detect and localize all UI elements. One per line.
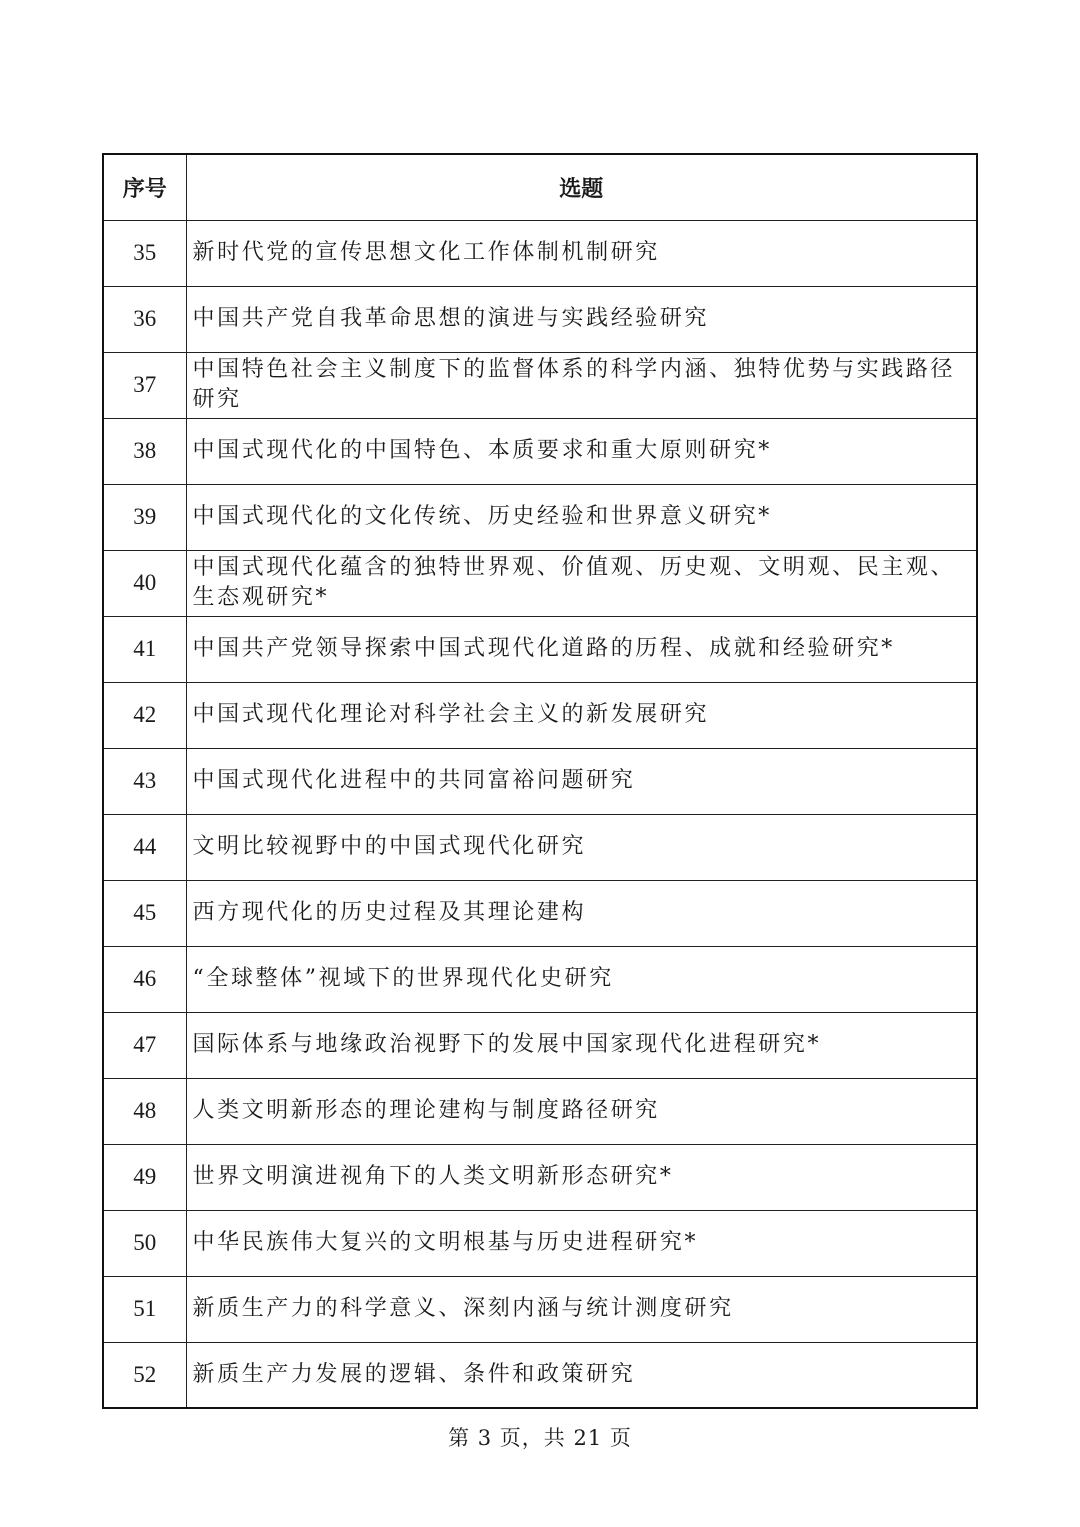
row-title: “全球整体”视域下的世界现代化史研究 xyxy=(186,946,977,1012)
row-title: 世界文明演进视角下的人类文明新形态研究* xyxy=(186,1144,977,1210)
table-header xyxy=(103,154,977,220)
row-title: 中华民族伟大复兴的文明根基与历史进程研究* xyxy=(186,1210,977,1276)
row-title: 中国式现代化的中国特色、本质要求和重大原则研究* xyxy=(186,418,977,484)
row-title: 中国共产党自我革命思想的演进与实践经验研究 xyxy=(186,286,977,352)
row-number: 52 xyxy=(103,1342,186,1408)
table-row xyxy=(103,880,977,946)
row-title: 新时代党的宣传思想文化工作体制机制研究 xyxy=(186,220,977,286)
row-number: 36 xyxy=(103,286,186,352)
table-row xyxy=(103,616,977,682)
table-row xyxy=(103,814,977,880)
table-row xyxy=(103,352,977,418)
row-number: 35 xyxy=(103,220,186,286)
row-number: 40 xyxy=(103,550,186,616)
row-title: 人类文明新形态的理论建构与制度路径研究 xyxy=(186,1078,977,1144)
row-title: 西方现代化的历史过程及其理论建构 xyxy=(186,880,977,946)
row-title: 中国特色社会主义制度下的监督体系的科学内涵、独特优势与实践路径研究 xyxy=(186,352,977,418)
table-row xyxy=(103,1342,977,1408)
column-header-number: 序号 xyxy=(103,154,186,220)
table-row xyxy=(103,1276,977,1342)
table-row xyxy=(103,220,977,286)
column-header-title: 选题 xyxy=(186,154,977,220)
table-row xyxy=(103,946,977,1012)
row-number: 38 xyxy=(103,418,186,484)
row-number: 49 xyxy=(103,1144,186,1210)
row-number: 39 xyxy=(103,484,186,550)
row-number: 46 xyxy=(103,946,186,1012)
page-footer: 第 3 页，共 21 页 xyxy=(448,1426,632,1450)
row-number: 43 xyxy=(103,748,186,814)
row-number: 44 xyxy=(103,814,186,880)
row-title: 中国式现代化进程中的共同富裕问题研究 xyxy=(186,748,977,814)
row-number: 47 xyxy=(103,1012,186,1078)
table-row xyxy=(103,1144,977,1210)
topics-table xyxy=(102,153,978,1409)
table-row xyxy=(103,1078,977,1144)
row-title: 中国式现代化的文化传统、历史经验和世界意义研究* xyxy=(186,484,977,550)
row-number: 51 xyxy=(103,1276,186,1342)
row-number: 37 xyxy=(103,352,186,418)
row-number: 48 xyxy=(103,1078,186,1144)
row-number: 45 xyxy=(103,880,186,946)
table-row xyxy=(103,682,977,748)
row-title: 新质生产力的科学意义、深刻内涵与统计测度研究 xyxy=(186,1276,977,1342)
table-body xyxy=(103,220,977,1408)
table-row xyxy=(103,286,977,352)
row-number: 42 xyxy=(103,682,186,748)
table-row xyxy=(103,1210,977,1276)
table-row xyxy=(103,748,977,814)
row-title: 中国共产党领导探索中国式现代化道路的历程、成就和经验研究* xyxy=(186,616,977,682)
table-row xyxy=(103,418,977,484)
table-row xyxy=(103,1012,977,1078)
table-row xyxy=(103,484,977,550)
row-number: 50 xyxy=(103,1210,186,1276)
table-row xyxy=(103,550,977,616)
row-title: 中国式现代化理论对科学社会主义的新发展研究 xyxy=(186,682,977,748)
row-title: 国际体系与地缘政治视野下的发展中国家现代化进程研究* xyxy=(186,1012,977,1078)
row-title: 中国式现代化蕴含的独特世界观、价值观、历史观、文明观、民主观、生态观研究* xyxy=(186,550,977,616)
row-number: 41 xyxy=(103,616,186,682)
header-row xyxy=(103,154,977,220)
row-title: 新质生产力发展的逻辑、条件和政策研究 xyxy=(186,1342,977,1408)
row-title: 文明比较视野中的中国式现代化研究 xyxy=(186,814,977,880)
